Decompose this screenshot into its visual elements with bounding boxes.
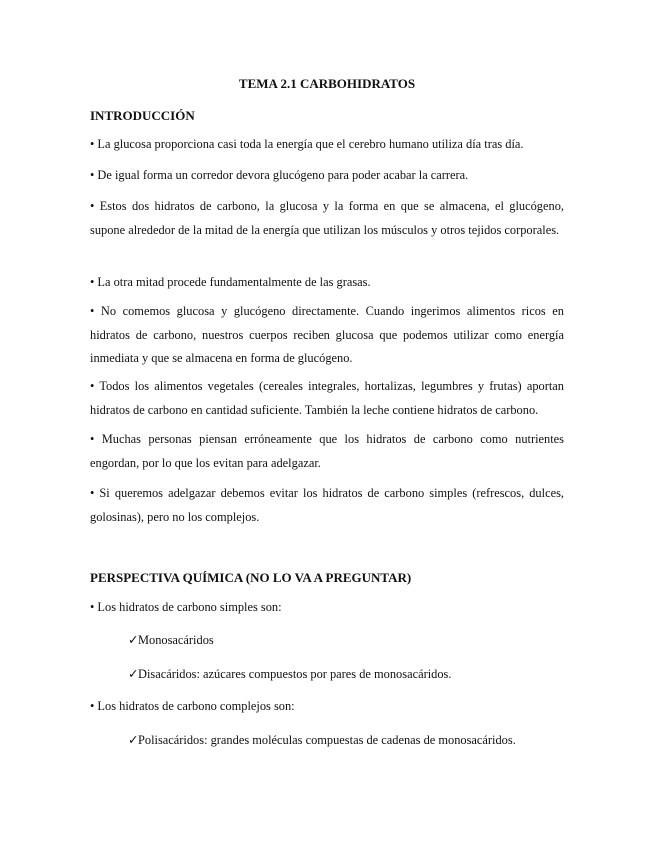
check-icon: ✓ — [128, 633, 139, 647]
intro-paragraph-8: • Si queremos adelgazar debemos evitar los hidratos de carbono simples (refrescos, dulces, golosinas), pero no los complejos. — [90, 486, 564, 524]
section-heading-perspectiva-quimica: PERSPECTIVA QUÍMICA (NO LO VA A PREGUNTAR) — [90, 570, 412, 585]
intro-paragraph-7: • Muchas personas piensan erróneamente que los hidratos de carbono como nutrientes engordan, por lo que los evitan para adelgazar. — [90, 432, 564, 470]
complex-carbs-intro: • Los hidratos de carbono complejos son: — [90, 699, 295, 713]
check-icon: ✓ — [128, 733, 139, 747]
list-item-label: Disacáridos: azúcares compuestos por pares de monosacáridos. — [138, 667, 452, 681]
intro-paragraph-3: • Estos dos hidratos de carbono, la glucosa y la forma en que se almacena, el glucógeno, supone alrededor de la mitad de la energía que utilizan los músculos y otros tejidos corporales. — [90, 199, 564, 237]
intro-paragraph-4: • La otra mitad procede fundamentalmente de las grasas. — [90, 275, 371, 289]
intro-paragraph-1: • La glucosa proporciona casi toda la energía que el cerebro humano utiliza día tras día. — [90, 137, 524, 151]
intro-paragraph-6: • Todos los alimentos vegetales (cereales integrales, hortalizas, legumbres y frutas) aportan hidratos de carbono en cantidad suficiente. También la leche contiene hidratos de carbono. — [90, 379, 564, 417]
list-item-label: Monosacáridos — [138, 633, 214, 647]
simple-carb-item-disacaridos — [128, 663, 451, 687]
page-title: TEMA 2.1 CARBOHIDRATOS — [238, 76, 416, 91]
complex-carb-item-polisacaridos — [128, 729, 516, 753]
section-heading-introduccion: INTRODUCCIÓN — [90, 108, 195, 123]
list-item-label: Polisacáridos: grandes moléculas compuestas de cadenas de monosacáridos. — [138, 733, 516, 747]
intro-paragraph-2: • De igual forma un corredor devora glucógeno para poder acabar la carrera. — [90, 168, 469, 182]
document-page — [90, 0, 564, 848]
intro-paragraph-5: • No comemos glucosa y glucógeno directamente. Cuando ingerimos alimentos ricos en hidratos de carbono, nuestros cuerpos reciben glucosa que podemos utilizar como energía inmediata y que se almacena en forma de glucógeno. — [90, 304, 564, 365]
simple-carb-item-monosacaridos — [128, 629, 214, 653]
simple-carbs-intro: • Los hidratos de carbono simples son: — [90, 600, 282, 614]
check-icon: ✓ — [128, 667, 139, 681]
